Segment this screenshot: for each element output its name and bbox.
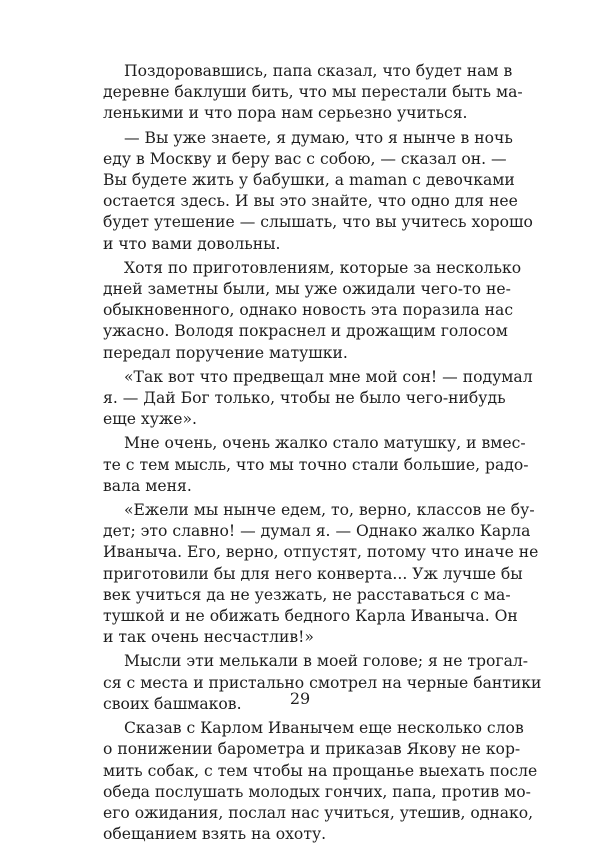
text-line: Поздоровавшись, папа сказал, что будет нам в (124, 62, 513, 80)
text-line: обыкновенного, однако новость эта поразила нас (103, 301, 514, 320)
text-line: тушкой и не обижать бедного Карла Иваныча. Он (103, 607, 518, 626)
text-line: ужасно. Володя покраснел и дрожащим голосом (103, 322, 508, 341)
text-line: Вы будете жить у бабушки, а maman с девочками (103, 171, 515, 190)
paragraph (103, 128, 533, 255)
text-line: дет; это славно! — думал я. — Однако жалко Карла (103, 522, 531, 541)
text-line: Иваныча. Его, верно, отпустят, потому что иначе не (103, 543, 539, 562)
paragraph (103, 367, 533, 431)
text-line: век учиться да не уезжать, не расставаться с ма- (103, 585, 511, 604)
text-line: его ожидания, послал нас учиться, утешив, однако, (103, 803, 534, 822)
text-line: Сказав с Карлом Иванычем еще несколько слов (124, 719, 524, 738)
text-line: вала меня. (103, 476, 192, 495)
text-line: своих башмаков. (103, 694, 242, 713)
text-line: остается здесь. И вы это знайте, что одно для нее (103, 192, 518, 211)
text-line: еду в Москву и беру вас с собою, — сказал он. — (103, 149, 507, 168)
text-line: деревне баклуши бить, что мы перестали быть ма- (103, 83, 523, 102)
text-line: приготовили бы для него конверта... Уж лучше бы (103, 564, 523, 583)
text-line: «Так вот что предвещал мне мой сон! — подумал (124, 367, 533, 386)
paragraph (103, 61, 523, 125)
paragraph (103, 500, 539, 648)
paragraph (103, 433, 529, 497)
page-number: 29 (289, 689, 311, 708)
text-line: и так очень несчастлив!» (103, 628, 314, 647)
text-line: и что вами довольны. (103, 234, 281, 253)
text-line: будет утешение — слышать, что вы учитесь хорошо (103, 213, 533, 232)
paragraph (103, 258, 522, 364)
text-line: обещанием взять на охоту. (103, 825, 327, 844)
text-line: еще хуже». (103, 410, 197, 429)
text-line: мить собак, с тем чтобы на прощанье выехать после (103, 761, 538, 780)
text-line: я. — Дай Бог только, чтобы не было чего-нибудь (103, 389, 506, 408)
text-line: те с тем мысль, что мы точно стали большие, радо- (103, 455, 529, 474)
text-line: ся с места и пристально смотрел на черные бантики (103, 673, 542, 692)
text-line: передал поручение матушки. (103, 343, 348, 362)
text-line: Хотя по приготовлениям, которые за несколько (124, 258, 522, 277)
paragraph (103, 718, 538, 845)
text-line: «Ежели мы нынче едем, то, верно, классов не бу- (124, 501, 535, 520)
text-line: Мысли эти мелькали в моей голове; я не трогал- (124, 652, 529, 671)
page-text (103, 61, 542, 848)
text-line: — Вы уже знаете, я думаю, что я нынче в ночь (124, 128, 513, 147)
text-line: Мне очень, очень жалко стало матушку, и вмес- (124, 434, 526, 453)
text-line: о понижении барометра и приказав Якову не кор- (103, 740, 521, 759)
text-line: дней заметны были, мы уже ожидали чего-то не- (103, 280, 511, 299)
text-line: ленькими и что пора нам серьезно учиться. (103, 104, 468, 123)
text-line: обеда послушать молодых гончих, папа, против мо- (103, 782, 531, 801)
